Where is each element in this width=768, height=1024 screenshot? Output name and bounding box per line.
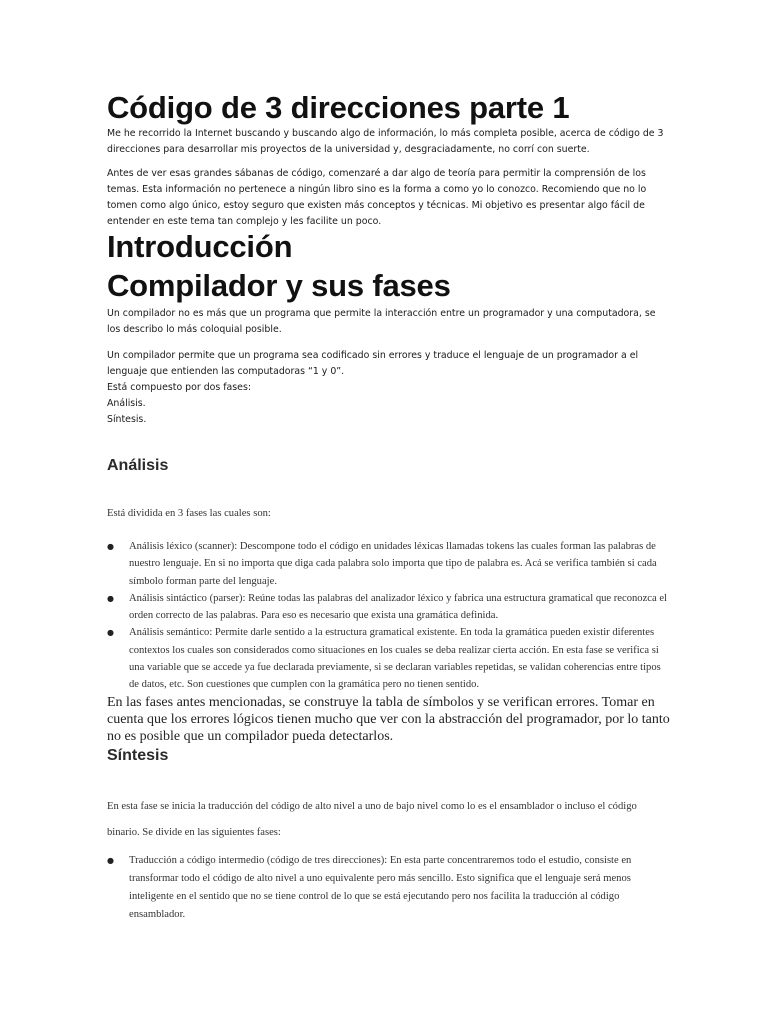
bullet-icon: ● bbox=[107, 593, 114, 603]
bullet-icon: ● bbox=[107, 628, 114, 638]
compiler-line-3: Análisis. bbox=[107, 398, 146, 409]
heading-sintesis: Síntesis bbox=[107, 747, 169, 764]
compiler-line-2: Está compuesto por dos fases: bbox=[107, 382, 251, 393]
synthesis-bullet-list bbox=[107, 852, 667, 924]
analysis-bullet-list bbox=[107, 538, 667, 694]
intro-paragraph-2: Antes de ver esas grandes sábanas de código, comenzaré a dar algo de teoría para permitir la comprensión de los temas. Esta información no pertenece a ningún libro sino es la forma a como yo lo conozco. Recomiendo que no lo tomen como algo único, estoy seguro que existen más conceptos y técnicas. Mi objetivo es presentar algo fácil de entender en este tema tan complejo y les facilite un poco. bbox=[107, 168, 647, 227]
heading-introduccion: Introducción bbox=[107, 229, 293, 264]
analysis-bullet-semantico bbox=[107, 624, 667, 693]
document-title: Código de 3 direcciones parte 1 bbox=[107, 90, 570, 125]
heading-compilador-fases: Compilador y sus fases bbox=[107, 268, 451, 303]
synthesis-bullet-text: Traducción a código intermedio (código de tres direcciones): En esta parte concentraremos todo el estudio, consiste en transformar todo el código de alto nivel a uno equivalente pero más sencillo. Esto significa que el lenguaje será menos inteligente en el sentido que no se tiene control de lo que se está ejecutando pero nos facilita la traducción al código ensamblador. bbox=[129, 855, 632, 920]
intro-paragraph-1: Me he recorrido la Internet buscando y buscando algo de información, lo más completa posible, acerca de código de 3 direcciones para desarrollar mis proyectos de la universidad y, desgraciadamente, no corrí con suerte. bbox=[107, 128, 664, 155]
bullet-icon: ● bbox=[107, 542, 114, 551]
synthesis-bullet-intermedio bbox=[107, 852, 667, 924]
compiler-line-1: Un compilador permite que un programa sea codificado sin errores y traduce el lenguaje de un programador a el lenguaje que entienden las computadoras “1 y 0”. bbox=[107, 350, 639, 377]
compiler-paragraph-2 bbox=[107, 348, 667, 428]
analysis-bullet-text: Análisis léxico (scanner): Descompone todo el código en unidades léxicas llamadas tokens las cuales forman las palabras de nuestro lenguaje. En si no importa que diga cada palabra solo importa que tipo de palabra es. Acá se verifica también si cada símbolo forman parte del lenguaje. bbox=[129, 541, 657, 587]
analysis-bullet-text: Análisis semántico: Permite darle sentido a la estructura gramatical existente. En toda la gramática pueden existir diferentes contextos los cuales son considerados como situaciones en los cuales se deba realizar cierta acción. En esta fase se verifica si una variable que se accede ya fue declarada previamente, si se declaran variables repetidas, se validan coherencias entre tipos de datos, etc. Son cuestiones que cumplen con la gramática pero no tienen sentido. bbox=[129, 627, 661, 691]
heading-analisis: Análisis bbox=[107, 457, 169, 474]
analysis-bullet-sintactico bbox=[107, 590, 667, 625]
analysis-closing: En las fases antes mencionadas, se construye la tabla de símbolos y se verifican errores. Tomar en cuenta que los errores lógicos tienen mucho que ver con la abstracción del programador, por lo tanto no es posible que un compilador pueda detectarlos. bbox=[107, 695, 670, 744]
compiler-line-4: Síntesis. bbox=[107, 414, 147, 425]
analysis-bullet-text: Análisis sintáctico (parser): Reúne todas las palabras del analizador léxico y fabrica una estructura gramatical que reconozca el orden correcto de las palabras. Para eso es necesario que exista una gramática definida. bbox=[129, 592, 667, 622]
synthesis-intro: En esta fase se inicia la traducción del código de alto nivel a uno de bajo nivel como lo es el ensamblador o incluso el código binario. Se divide en las siguientes fases: bbox=[107, 801, 637, 838]
compiler-paragraph-1: Un compilador no es más que un programa que permite la interacción entre un programador y una computadora, se los describo lo más coloquial posible. bbox=[107, 308, 656, 335]
bullet-icon: ● bbox=[107, 856, 114, 865]
analysis-bullet-lexico bbox=[107, 538, 667, 590]
analysis-intro: Está dividida en 3 fases las cuales son: bbox=[107, 508, 271, 519]
